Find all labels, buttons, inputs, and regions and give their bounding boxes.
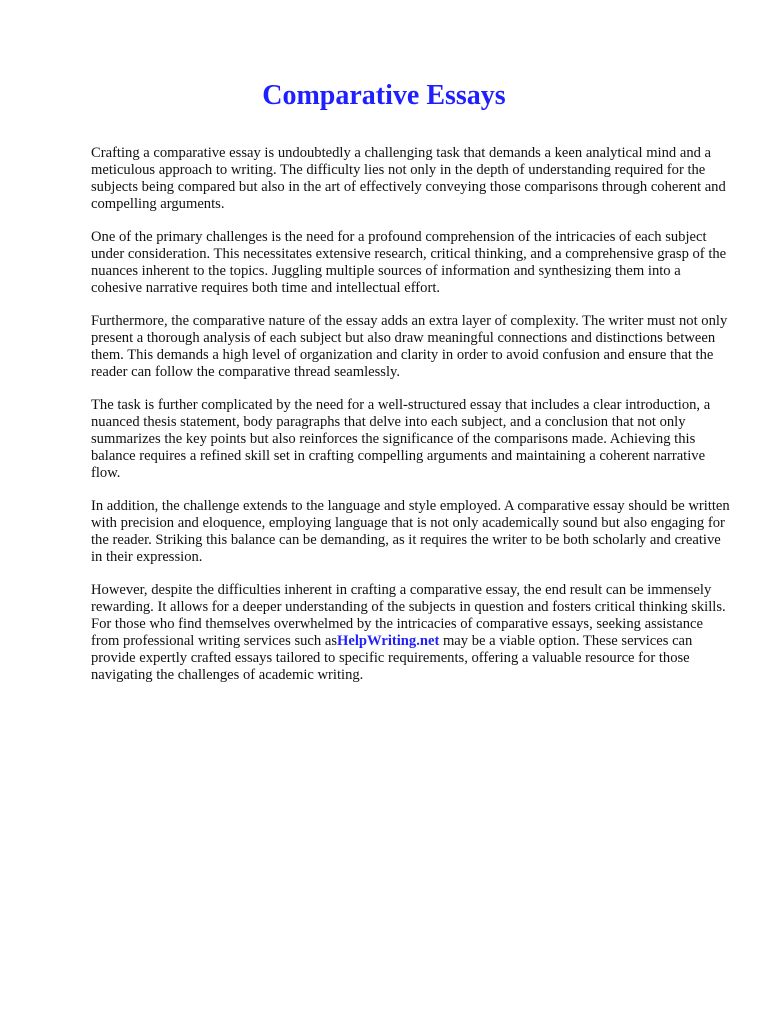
paragraph-5: In addition, the challenge extends to the language and style employed. A comparative essay should be written with precision and eloquence, employing language that is not only academically sound but also engaging for the reader. Striking this balance can be demanding, as it requires the writer to be both scholarly and creative in their expression. <box>91 498 730 565</box>
paragraph-1: Crafting a comparative essay is undoubtedly a challenging task that demands a keen analytical mind and a meticulous approach to writing. The difficulty lies not only in the depth of understanding required for the subjects being compared but also in the art of effectively conveying those comparisons through coherent and compelling arguments. <box>91 145 726 212</box>
paragraph-6-text-before-link: However, despite the difficulties inherent in crafting a comparative essay, the end result can be immensely rewarding. It allows for a deeper understanding of the subjects in question and fosters critical thinking skills. For those who find themselves overwhelmed by the intricacies of comparative essays, seeking assistance from professional writing services such as <box>91 582 726 649</box>
paragraph-3: Furthermore, the comparative nature of the essay adds an extra layer of complexity. The writer must not only present a thorough analysis of each subject but also draw meaningful connections and distinctions between them. This demands a high level of organization and clarity in order to avoid confusion and ensure that the reader can follow the comparative thread seamlessly. <box>91 313 728 380</box>
page-title: Comparative Essays <box>262 80 506 111</box>
helpwriting-link[interactable]: HelpWriting.net <box>337 633 440 649</box>
paragraph-6-text-after-link: may be a viable option. These services can provide expertly crafted essays tailored to specific requirements, offering a valuable resource for those navigating the challenges of academic writing. <box>91 633 693 683</box>
paragraph-6 <box>91 582 731 684</box>
paragraph-2: One of the primary challenges is the need for a profound comprehension of the intricacies of each subject under consideration. This necessitates extensive research, critical thinking, and a comprehensive grasp of the nuances inherent to the topics. Juggling multiple sources of information and synthesizing them into a cohesive narrative requires both time and intellectual effort. <box>91 229 727 296</box>
essay-body <box>91 145 731 700</box>
paragraph-4: The task is further complicated by the need for a well-structured essay that includes a clear introduction, a nuanced thesis statement, body paragraphs that delve into each subject, and a conclusion that not only summarizes the key points but also reinforces the significance of the comparisons made. Achieving this balance requires a refined skill set in crafting compelling arguments and maintaining a coherent narrative flow. <box>91 397 711 481</box>
